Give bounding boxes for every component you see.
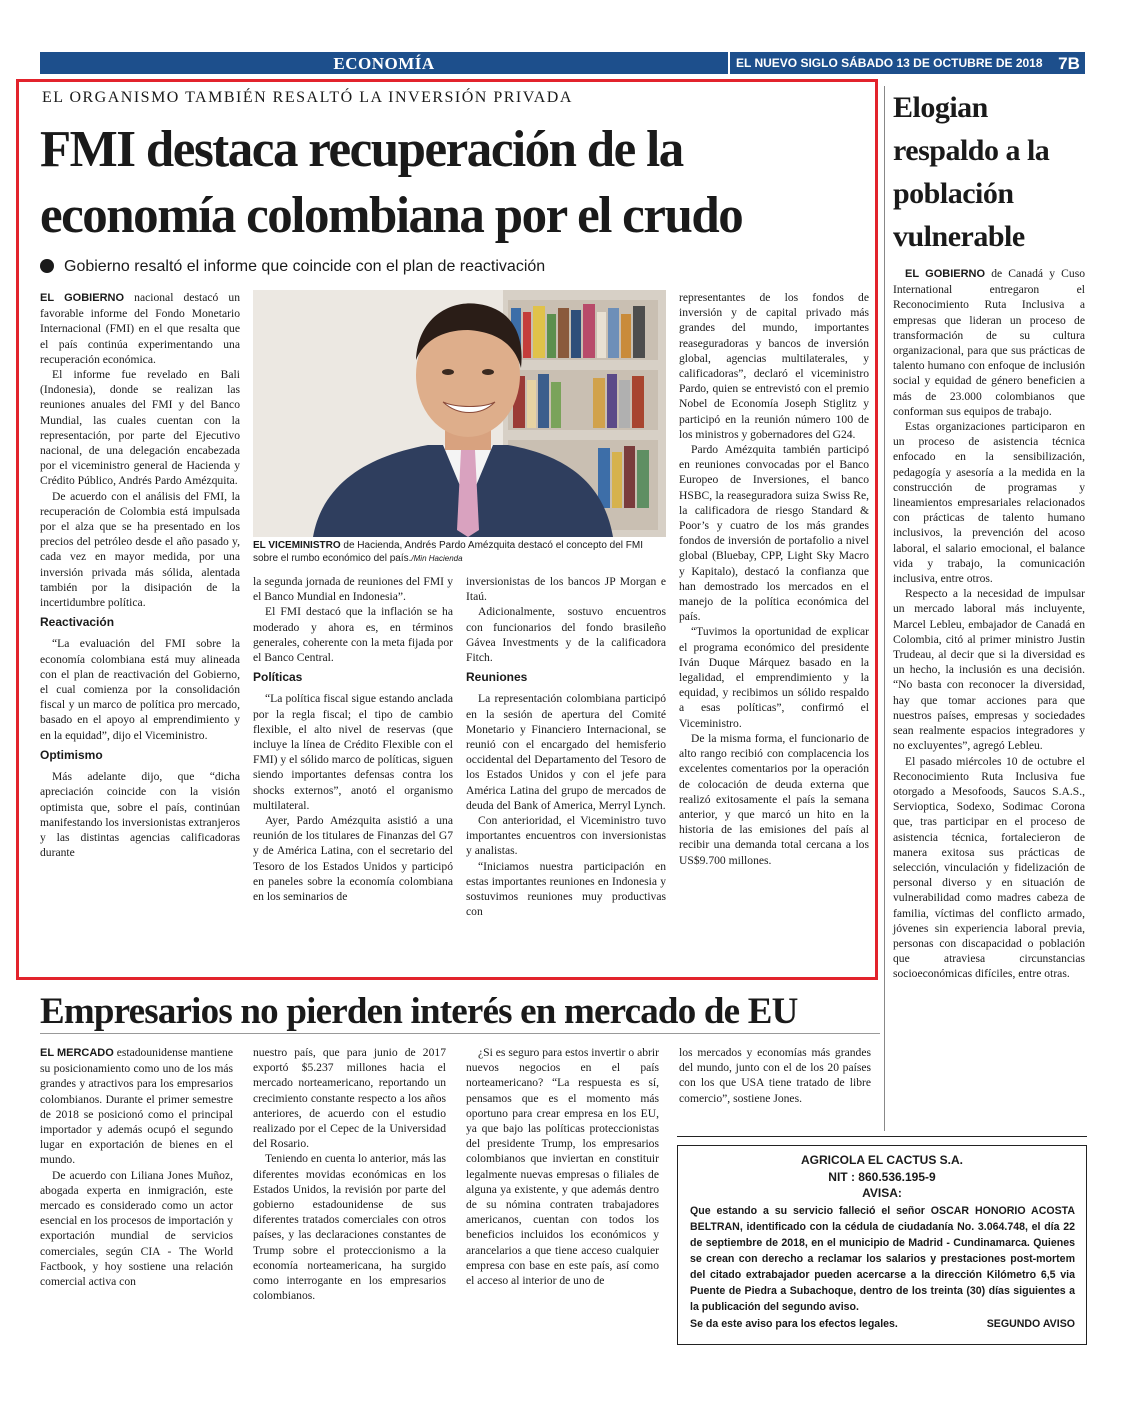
paper-name: EL NUEVO SIGLO (736, 56, 838, 70)
notice-company: AGRICOLA EL CACTUS S.A. (800, 1153, 963, 1167)
photo-caption (253, 540, 665, 565)
bullet-icon (40, 259, 54, 273)
article-headline: FMI destaca recuperación de la economía colombiana por el crudo (40, 121, 743, 244)
paragraph: Con anterioridad, el Viceministro tuvo importantes encuentros con inversionistas y analistas. (466, 814, 666, 858)
paragraph: Pardo Amézquita también participó en reuniones convocadas por el Banco Europeo de Inversiones, el banco HSBC, la reaseguradora suiza Swiss Re, la calificadora de riesgo Standard & Poor’s y cuatro de los más grandes fondos de inversión de portafolio a nivel global (Bluebay, CPP, Light Sky Macro y Kapitalo), destacó la confianza que han demostrado los mercados en el manejo de la política económica del país. (679, 443, 869, 624)
paragraph: De acuerdo con el análisis del FMI, la recuperación de Colombia está impulsada por el alza que se ha presentado en los precios del petróleo desde el año pasado y, cada vez en mayor medida, por una inversión privada más sólida, alentada también por la disipación de la incertidumbre política. (40, 489, 240, 610)
portrait-illustration (253, 290, 666, 537)
paragraph: Adicionalmente, sostuvo encuentros con funcionarios del fondo brasileño Gávea Investments y de la calificadora Fitch. (466, 605, 666, 665)
caption-text: de Hacienda, Andrés Pardo Amézquita destacó el concepto del FMI sobre el rumbo económico del país. (253, 540, 644, 564)
photo-credit: /Min Hacienda (411, 553, 463, 563)
paragraph: La representación colombiana participó en la sesión de apertura del Comité Monetario y Financiero Internacional, se reunió con el encargado del hemisferio occidental del Departamento del Tesoro de los Estados Unidos y con el jefe para América Latina del grupo de mercados de deuda del Bank of America, Merryl Lynch. (466, 692, 666, 812)
subhead: Reactivación (40, 615, 115, 630)
article-subheadline (40, 258, 545, 276)
paragraph: De acuerdo con Liliana Jones Muñoz, abogada experta en inmigración, este mercado es considerado como un actor esencial en los procesos de importación y exportación mundial de servicios comerciales, según CIA - The World Factbook, y hoy sostiene una relación comercial activa con (40, 1168, 233, 1289)
paragraph: “Iniciamos nuestra participación en estas importantes reuniones en Indonesia y sostuvimos reuniones muy productivas con (466, 859, 666, 919)
paragraph: “La política fiscal sigue estando anclada por la regla fiscal; el tipo de cambio flexible, el alto nivel de reservas (que incluye la línea de Crédito Flexible con el FMI) y el sólido marco de políticas, siguen siendo importantes defensas contra los shocks externos”, anotó el organismo multilateral. (253, 692, 453, 812)
notice-edition: SEGUNDO AVISO (986, 1318, 1075, 1330)
subhead: Optimismo (40, 747, 103, 762)
subhead: Políticas (253, 670, 303, 685)
paragraph: la segunda jornada de reuniones del FMI y el Banco Mundial en Indonesia”. (253, 575, 453, 604)
sidebar-body (893, 266, 1085, 982)
column-divider (884, 86, 885, 1131)
paragraph: “La evaluación del FMI sobre la economía colombiana está muy alineada con el plan de reactivación del Gobierno, el cual comienza por la consolidación fiscal y un marco de política pro mercado, basado en el apoyo al emprendimiento y en la equidad”, dijo el Viceministro. (40, 637, 240, 742)
notice-footer (690, 1318, 1075, 1330)
paragraph-text: nacional destacó un favorable informe del Fondo Monetario Internacional (FMI) en el que resalta que el país continúa experimentando una recuperación económica. (40, 291, 240, 366)
caption-lead: EL VICEMINISTRO (253, 540, 341, 551)
paragraph: “Tuvimos la oportunidad de explicar el programa económico del presidente Iván Duque Márquez basado en la legalidad, el emprendimiento y la equidad, y recibimos un sólido respaldo a esas políticas”, confirmó el Viceministro. (679, 625, 869, 730)
paragraph: Teniendo en cuenta lo anterior, más las diferentes movidas económicas en los Estados Unidos, la revisión por parte del gobierno estadounidense de sus diferentes tratados comerciales con otros países, y las declaraciones constantes de Trump sobre el proteccionismo a la economía norteamericana, ha surgido como interrogante en los empresarios colombianos. (253, 1152, 446, 1303)
second-column-4 (679, 1045, 871, 1106)
notice-nit: NIT : 860.536.195-9 (828, 1170, 936, 1184)
paragraph: Estas organizaciones participaron en un proceso de asistencia técnica enfocado en la sensibilización, pedagogía y asesoría a la medida en la construcción de programas y lineamientos empresariales relacionados con prácticas de talento humano inclusivos, la prevención del acoso laboral, el salario emocional, el balance vida y trabajo, la comunicación inclusiva, entre otros. (893, 420, 1085, 586)
article-column-1 (40, 290, 240, 860)
second-column-1 (40, 1045, 233, 1289)
paragraph (40, 1045, 233, 1168)
paragraph: ¿Si es seguro para estos invertir o abrir nuevos negocios en el país norteamericano? “La respuesta es sí, pensamos que es el momento más oportuno para crear empresa en los EU, ya que bajo las políticas proteccionistas del presidente Trump, los empresarios colombianos que inviertan en constituir legalmente nuevas empresas o filiales de alguna ya existente, y que además dentro de su nómina contraten trabajadores americanos, cuentan con todos los beneficios incluidos los económicos y arancelarios a que tiene acceso cualquier empresa con base en este país, así como el acceso al interior de uno de (466, 1046, 659, 1288)
article-column-2 (253, 574, 453, 904)
second-column-3 (466, 1045, 659, 1288)
paragraph: De la misma forma, el funcionario de alto rango recibió con complacencia los excelentes comentarios por la operación de colocación de deuda externa que realizó exitosamente el país la semana anterior, y que marcó un hito en la historia de las emisiones del país al recibir una demanda total cercana a los US$9.700 millones. (679, 731, 869, 867)
masthead (736, 52, 1043, 74)
lead-in: EL GOBIERNO (905, 268, 986, 280)
divider (40, 1033, 880, 1034)
notice-heading: AVISA: (862, 1186, 902, 1200)
second-headline: Empresarios no pierden interés en mercado de EU (40, 991, 798, 1032)
paragraph-text: estadounidense mantiene su posicionamiento como uno de los más grandes y atractivos para los empresarios colombianos. Durante el primer semestre de 2018 se posicionó como el principal importador y además ocupó el segundo lugar en exportación de bienes en el mundo. (40, 1046, 233, 1167)
paragraph: Más adelante dijo, que “dicha apreciación coincide con la visión optimista que, sobre el país, continúan manifestando los inversionistas extranjeros y las distintas agencias calificadoras durante (40, 770, 240, 860)
article-column-4 (679, 290, 869, 868)
paragraph: El informe fue revelado en Bali (Indonesia), donde se realizan las reuniones anuales del FMI y del Banco Mundial, las cuales cuentan con la representación, por parte del Ejecutivo nacional, de una delegación encabezada por el viceministro general de Hacienda y Crédito Público, Andrés Pardo Amézquita. (40, 368, 240, 488)
paragraph: El FMI destacó que la inflación se ha moderado y ahora es, en términos generales, coherente con la meta fijada por el Banco Central. (253, 605, 453, 665)
subheadline-text: Gobierno resaltó el informe que coincide con el plan de reactivación (64, 258, 546, 275)
notice-rule (677, 1136, 1087, 1137)
issue-date: SÁBADO 13 DE OCTUBRE DE 2018 (841, 56, 1043, 70)
section-name: ECONOMÍA (333, 54, 435, 73)
lead-in: EL MERCADO (40, 1047, 114, 1059)
paragraph: Ayer, Pardo Amézquita asistió a una reunión de los titulares de Finanzas del G7 y de América Latina, con el secretario del Tesoro de los Estados Unidos y participó en paneles sobre la economía colombiana en los seminarios de (253, 814, 453, 904)
subhead: Reuniones (466, 670, 528, 685)
page-number: 7B (1058, 54, 1080, 73)
notice-footer-text: Se da este aviso para los efectos legales. (690, 1318, 898, 1330)
paragraph: los mercados y economías más grandes del mundo, junto con el de los 20 países con los que USA tiene tratado de libre comercio”, sostiene Jones. (679, 1046, 871, 1105)
paragraph (40, 290, 240, 367)
paragraph (893, 266, 1085, 419)
notice-body: Que estando a su servicio falleció el señor OSCAR HONORIO ACOSTA BELTRAN, identificado con la cédula de ciudadanía No. 3.064.748, el día 22 de septiembre de 2018, en el municipio de Madrid - Cundinamarca. Quienes se crean con derecho a reclamar los salarios y prestaciones post-mortem del citado extrabajador pueden acercarse a la dirección Kilómetro 6,5 via Puente de Piedra a Subachoque, dentro de los treinta (30) días siguientes a la publicación del segundo aviso. (690, 1205, 1075, 1313)
viceminister-photo (253, 290, 666, 537)
second-column-2 (253, 1045, 446, 1303)
paragraph: Respecto a la necesidad de impulsar un mercado laboral más incluyente, Marcel Lebleu, embajador de Canadá en Colombia, citó al primer ministro Justin Trudeau, al decir que si la diversidad es un hecho, la inclusión es una decisión. “No basta con reconocer la diversidad, hay que tomar acciones para que nuestros países, empresas y sociedades sean realmente espacios integradores y no excluyentes”, agregó Lebleu. (893, 587, 1085, 753)
sidebar-headline: Elogian respaldo a la población vulnerable (893, 91, 1050, 253)
paragraph: representantes de los fondos de inversión y de capital privado más grandes del mundo, importantes reaseguradoras y bancos de inversión global, agencias multilaterales, y calificadoras”, declaró el viceministro Pardo, quien se entrevistó con el premio Nobel de Economía Joseph Stiglitz y participó en la reunión número 100 de los ministros y gobernadores del G24. (679, 291, 869, 441)
article-column-3 (466, 574, 666, 919)
paragraph: inversionistas de los bancos JP Morgan e Itaú. (466, 575, 666, 604)
paragraph: nuestro país, que para junio de 2017 exportó $5.237 millones hacia el mercado norteamericano, reportando un crecimiento constante respecto a los años anteriores, de acuerdo con el estudio realizado por el Cepec de la Universidad del Rosario. (253, 1046, 446, 1151)
paragraph: El pasado miércoles 10 de octubre el Reconocimiento Ruta Inclusiva fue otorgado a Mesofoods, Saucos S.A.S., Servioptica, Sodexo, Sodimac Corona que, tras participar en el proceso de asistencia técnica, fortalecieron de manera exitosa sus prácticas de selección, vinculación y fidelización de personal diverso y en situación de vulnerabilidad como madres cabeza de familia, víctimas del conflicto armado, jóvenes sin experiencia laboral previa, personas con discapacidad o población que atraviesa circunstancias socioeconómicas difíciles, entre otras. (893, 754, 1085, 981)
lead-in: EL GOBIERNO (40, 292, 125, 304)
paragraph-text: de Canadá y Cuso International entregaron el Reconocimiento Ruta Inclusiva a empresas que lideran un proceso de transformación de su cultura organizacional, para que sus prácticas de talento humano con enfoque de inclusión social y equidad de género beneficien a más de 23.000 colombianos que conforman sus equipos de trabajo. (893, 267, 1085, 418)
article-kicker: EL ORGANISMO TAMBIÉN RESALTÓ LA INVERSIÓN PRIVADA (42, 89, 573, 106)
